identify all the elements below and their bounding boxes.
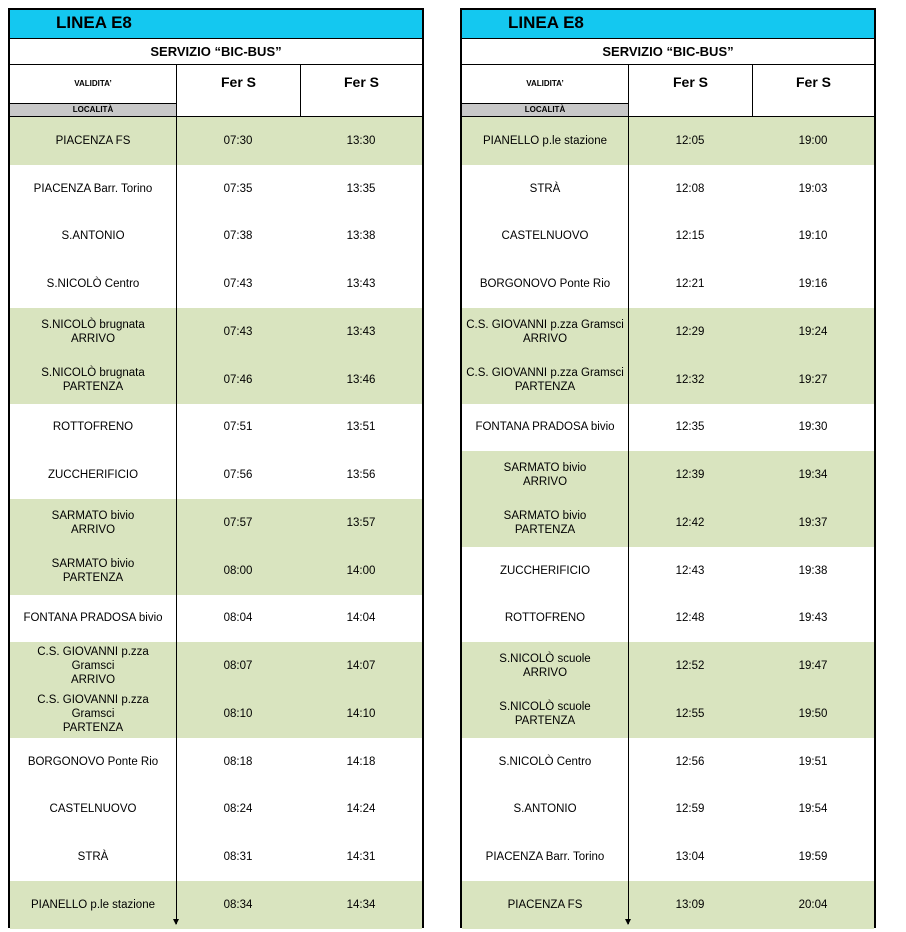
stop-name: SARMATO bivio PARTENZA	[51, 557, 135, 584]
departure-time-1: 12:42	[675, 516, 705, 529]
departure-time-2: 19:10	[798, 230, 828, 243]
departure-time-1: 08:00	[223, 564, 253, 577]
table-row	[462, 786, 874, 834]
stop-name: C.S. GIOVANNI p.zza Gramsci PARTENZA	[466, 366, 624, 393]
stop-name: S.ANTONIO	[513, 803, 577, 816]
departure-time-2: 14:31	[346, 851, 376, 863]
departure-time-2: 19:54	[798, 803, 828, 816]
stop-name: CASTELNUOVO	[501, 230, 589, 243]
departure-time-1: 12:32	[675, 373, 705, 386]
departure-time-2: 19:27	[798, 373, 828, 386]
table-header	[462, 65, 874, 117]
table-row	[462, 833, 874, 881]
column-header-1: Fer S	[628, 65, 752, 116]
departure-time-2: 19:16	[798, 278, 828, 290]
departure-time-2: 19:51	[798, 755, 828, 768]
departure-time-2: 13:38	[346, 230, 376, 243]
departure-time-2: 19:38	[798, 564, 828, 577]
timetable-rows	[462, 117, 874, 926]
departure-time-1: 08:07	[223, 660, 253, 672]
departure-time-1: 13:09	[675, 898, 705, 911]
table-row	[462, 213, 874, 261]
departure-time-1: 12:29	[675, 325, 705, 338]
stop-name: FONTANA PRADOSA bivio	[23, 612, 163, 625]
localita-label: LOCALITÀ	[462, 103, 628, 116]
table-row	[10, 547, 422, 595]
departure-time-1: 08:34	[223, 898, 253, 911]
stop-name: BORGONOVO Ponte Rio	[27, 755, 159, 768]
departure-time-1: 12:08	[675, 182, 705, 195]
departure-time-1: 12:48	[675, 612, 705, 625]
table-row	[10, 738, 422, 786]
column-header-2: Fer S	[752, 65, 874, 116]
departure-time-2: 19:47	[798, 660, 828, 672]
departure-time-2: 13:43	[346, 278, 376, 290]
departure-time-1: 12:39	[675, 469, 705, 481]
line-title-bar	[10, 10, 422, 39]
stop-name: ZUCCHERIFICIO	[499, 564, 591, 577]
stop-name: C.S. GIOVANNI p.zza Gramsci PARTENZA	[37, 693, 149, 734]
departure-time-1: 12:05	[675, 134, 705, 147]
line-title: LINEA E8	[56, 13, 132, 32]
departure-time-2: 14:00	[346, 564, 376, 577]
stop-name: PIANELLO p.le stazione	[30, 898, 155, 911]
table-row	[462, 165, 874, 213]
departure-time-1: 08:18	[223, 755, 253, 768]
table-row	[462, 881, 874, 929]
departure-time-2: 13:30	[346, 134, 376, 147]
stop-name: ROTTOFRENO	[52, 421, 134, 434]
departure-time-2: 19:43	[798, 612, 828, 625]
departure-time-1: 12:52	[675, 660, 705, 672]
table-row	[10, 260, 422, 308]
departure-time-2: 19:37	[798, 516, 828, 529]
stop-name: S.NICOLÒ brugnata ARRIVO	[41, 318, 145, 345]
stop-name: SARMATO bivio ARRIVO	[503, 462, 587, 488]
table-row	[462, 547, 874, 595]
timetable-rows	[10, 117, 422, 926]
departure-time-2: 13:51	[346, 421, 376, 434]
stop-name: PIACENZA Barr. Torino	[485, 851, 605, 863]
stop-name: S.NICOLÒ Centro	[46, 278, 140, 290]
table-row	[462, 117, 874, 165]
table-row	[10, 451, 422, 499]
direction-arrow-icon	[173, 919, 179, 925]
stop-name: C.S. GIOVANNI p.zza Gramsci ARRIVO	[37, 646, 149, 686]
departure-time-1: 07:57	[223, 516, 253, 529]
localita-label: LOCALITÀ	[10, 103, 176, 116]
departure-time-1: 12:56	[675, 755, 705, 768]
departure-time-1: 08:24	[223, 803, 253, 816]
table-row	[462, 260, 874, 308]
departure-time-1: 12:21	[675, 278, 705, 290]
stop-name: SARMATO bivio ARRIVO	[51, 509, 135, 536]
stop-name: ZUCCHERIFICIO	[47, 469, 139, 481]
table-row	[10, 165, 422, 213]
table-header	[10, 65, 422, 117]
departure-time-2: 19:00	[798, 134, 828, 147]
validita-label: VALIDITA’	[74, 79, 112, 88]
departure-time-2: 14:10	[346, 707, 376, 720]
departure-time-1: 12:55	[675, 707, 705, 720]
table-row	[462, 642, 874, 690]
stop-name: SARMATO bivio PARTENZA	[503, 509, 587, 536]
departure-time-2: 13:35	[346, 182, 376, 195]
stop-name: BORGONOVO Ponte Rio	[479, 278, 611, 290]
column-header-2: Fer S	[300, 65, 422, 116]
departure-time-1: 08:04	[223, 612, 253, 625]
table-row	[10, 833, 422, 881]
stop-name: S.NICOLÒ scuole PARTENZA	[499, 700, 591, 727]
departure-time-1: 07:30	[223, 134, 253, 147]
table-row	[10, 595, 422, 643]
departure-time-1: 07:43	[223, 278, 253, 290]
stop-name: PIANELLO p.le stazione	[482, 134, 607, 147]
departure-time-1: 12:59	[675, 803, 705, 816]
stop-name: S.NICOLÒ brugnata PARTENZA	[41, 366, 145, 393]
stop-name: PIACENZA Barr. Torino	[33, 182, 153, 195]
service-title: SERVIZIO “BIC-BUS”	[462, 39, 874, 65]
table-row	[462, 595, 874, 643]
departure-time-2: 14:24	[346, 803, 376, 816]
stop-name: C.S. GIOVANNI p.zza Gramsci ARRIVO	[466, 318, 624, 345]
departure-time-2: 13:57	[346, 516, 376, 529]
departure-time-1: 08:31	[223, 851, 253, 863]
departure-time-1: 07:38	[223, 230, 253, 243]
table-row	[10, 308, 422, 356]
stop-name: PIACENZA FS	[55, 134, 131, 147]
stop-name: STRÀ	[77, 851, 109, 863]
table-row	[10, 213, 422, 261]
header-divider	[300, 65, 301, 117]
departure-time-1: 07:35	[223, 182, 253, 195]
stop-name: S.ANTONIO	[61, 230, 125, 243]
column-header-1: Fer S	[176, 65, 300, 116]
line-title-bar	[462, 10, 874, 39]
table-row	[462, 308, 874, 356]
departure-time-1: 07:51	[223, 421, 253, 434]
departure-time-2: 19:03	[798, 182, 828, 195]
table-row	[10, 642, 422, 690]
direction-arrow-line	[628, 65, 629, 924]
departure-time-1: 07:56	[223, 469, 253, 481]
header-divider	[752, 65, 753, 117]
departure-time-2: 13:56	[346, 469, 376, 481]
table-row	[462, 451, 874, 499]
table-row	[462, 738, 874, 786]
table-row	[10, 117, 422, 165]
direction-arrow-icon	[625, 919, 631, 925]
departure-time-2: 20:04	[798, 898, 828, 911]
table-row	[462, 499, 874, 547]
stop-name: PIACENZA FS	[507, 898, 583, 911]
table-row	[10, 786, 422, 834]
validita-label: VALIDITA’	[526, 79, 564, 88]
line-title: LINEA E8	[508, 13, 584, 32]
stop-name: FONTANA PRADOSA bivio	[475, 421, 615, 434]
table-row	[10, 690, 422, 738]
table-row	[462, 356, 874, 404]
direction-arrow-line	[176, 65, 177, 924]
departure-time-2: 14:07	[346, 660, 376, 672]
departure-time-2: 19:24	[798, 325, 828, 338]
stop-name: ROTTOFRENO	[504, 612, 586, 625]
departure-time-1: 07:46	[223, 373, 253, 386]
table-row	[10, 499, 422, 547]
table-row	[10, 881, 422, 929]
departure-time-2: 14:18	[346, 755, 376, 768]
departure-time-1: 07:43	[223, 325, 253, 338]
departure-time-2: 19:30	[798, 421, 828, 434]
departure-time-2: 19:34	[798, 469, 828, 481]
table-row	[462, 404, 874, 452]
stop-name: S.NICOLÒ scuole ARRIVO	[499, 653, 591, 679]
departure-time-2: 19:50	[798, 707, 828, 720]
departure-time-1: 08:10	[223, 707, 253, 720]
timetable-right	[460, 8, 876, 928]
departure-time-2: 14:04	[346, 612, 376, 625]
stop-name: CASTELNUOVO	[49, 803, 137, 816]
stop-name: STRÀ	[529, 182, 561, 195]
departure-time-1: 12:43	[675, 564, 705, 577]
table-row	[10, 404, 422, 452]
departure-time-1: 12:35	[675, 421, 705, 434]
departure-time-1: 13:04	[675, 851, 705, 863]
departure-time-2: 19:59	[798, 851, 828, 863]
timetable-left	[8, 8, 424, 928]
stop-name: S.NICOLÒ Centro	[498, 755, 592, 768]
departure-time-1: 12:15	[675, 230, 705, 243]
departure-time-2: 13:46	[346, 373, 376, 386]
table-row	[10, 356, 422, 404]
departure-time-2: 14:34	[346, 898, 376, 911]
table-row	[462, 690, 874, 738]
departure-time-2: 13:43	[346, 325, 376, 338]
service-title: SERVIZIO “BIC-BUS”	[10, 39, 422, 65]
